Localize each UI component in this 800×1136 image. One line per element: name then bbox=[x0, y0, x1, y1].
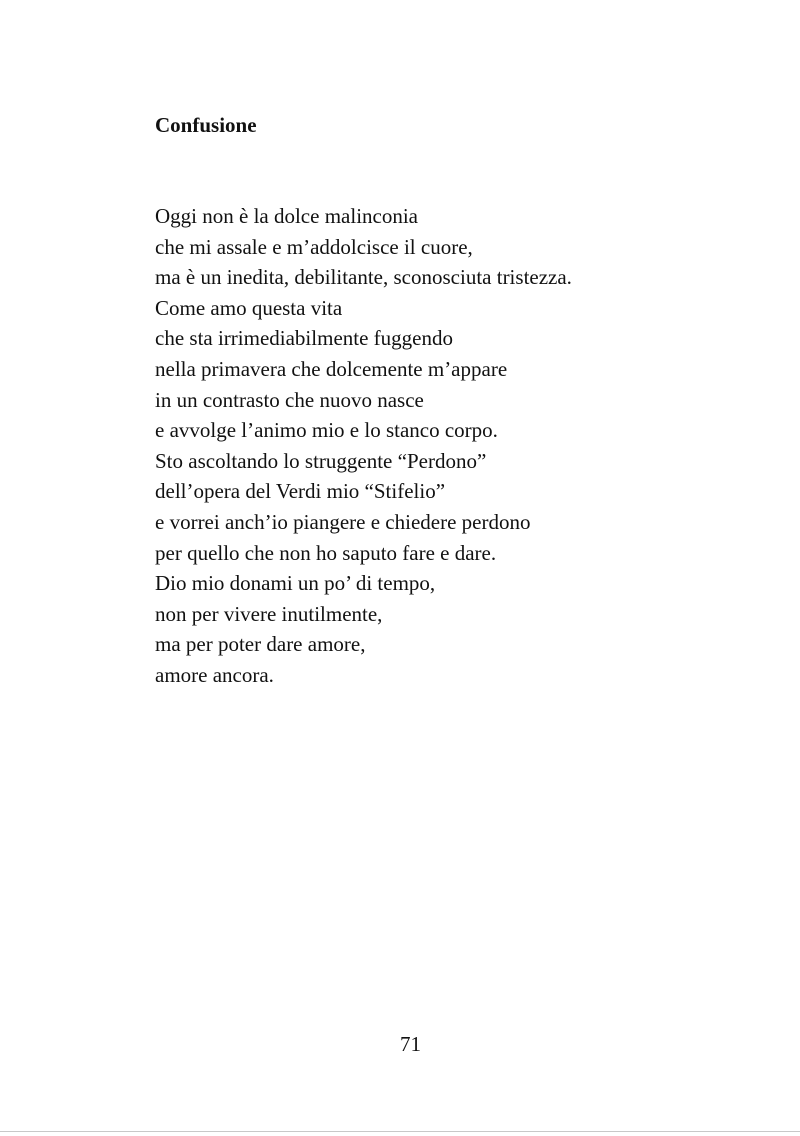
poem-line: per quello che non ho saputo fare e dare. bbox=[155, 540, 497, 565]
poem-line: Sto ascoltando lo struggente “Perdono” bbox=[155, 448, 487, 473]
poem-line: dell’opera del Verdi mio “Stifelio” bbox=[155, 479, 446, 504]
poem-line: e avvolge l’animo mio e lo stanco corpo. bbox=[155, 418, 498, 443]
poem-line: amore ancora. bbox=[155, 662, 274, 687]
poem-line: non per vivere inutilmente, bbox=[155, 601, 383, 626]
page-number: 71 bbox=[400, 1032, 421, 1056]
poem-line: Oggi non è la dolce malinconia bbox=[155, 204, 419, 228]
poem-line: nella primavera che dolcemente m’appare bbox=[155, 356, 508, 381]
poem-line: che sta irrimediabilmente fuggendo bbox=[155, 326, 453, 351]
poem-line: Come amo questa vita bbox=[155, 295, 343, 320]
poem-line: e vorrei anch’io piangere e chiedere perdono bbox=[155, 509, 531, 534]
poem-line: in un contrasto che nuovo nasce bbox=[155, 387, 424, 412]
poem-body bbox=[155, 201, 775, 691]
poem-line: che mi assale e m’addolcisce il cuore, bbox=[155, 234, 473, 259]
poem-line: ma per poter dare amore, bbox=[155, 632, 366, 657]
poem-line: Dio mio donami un po’ di tempo, bbox=[155, 571, 436, 596]
scan-edge-line bbox=[0, 1131, 800, 1132]
poem-title: Confusione bbox=[155, 113, 257, 137]
poem-line: ma è un inedita, debilitante, sconosciuta tristezza. bbox=[155, 265, 572, 290]
